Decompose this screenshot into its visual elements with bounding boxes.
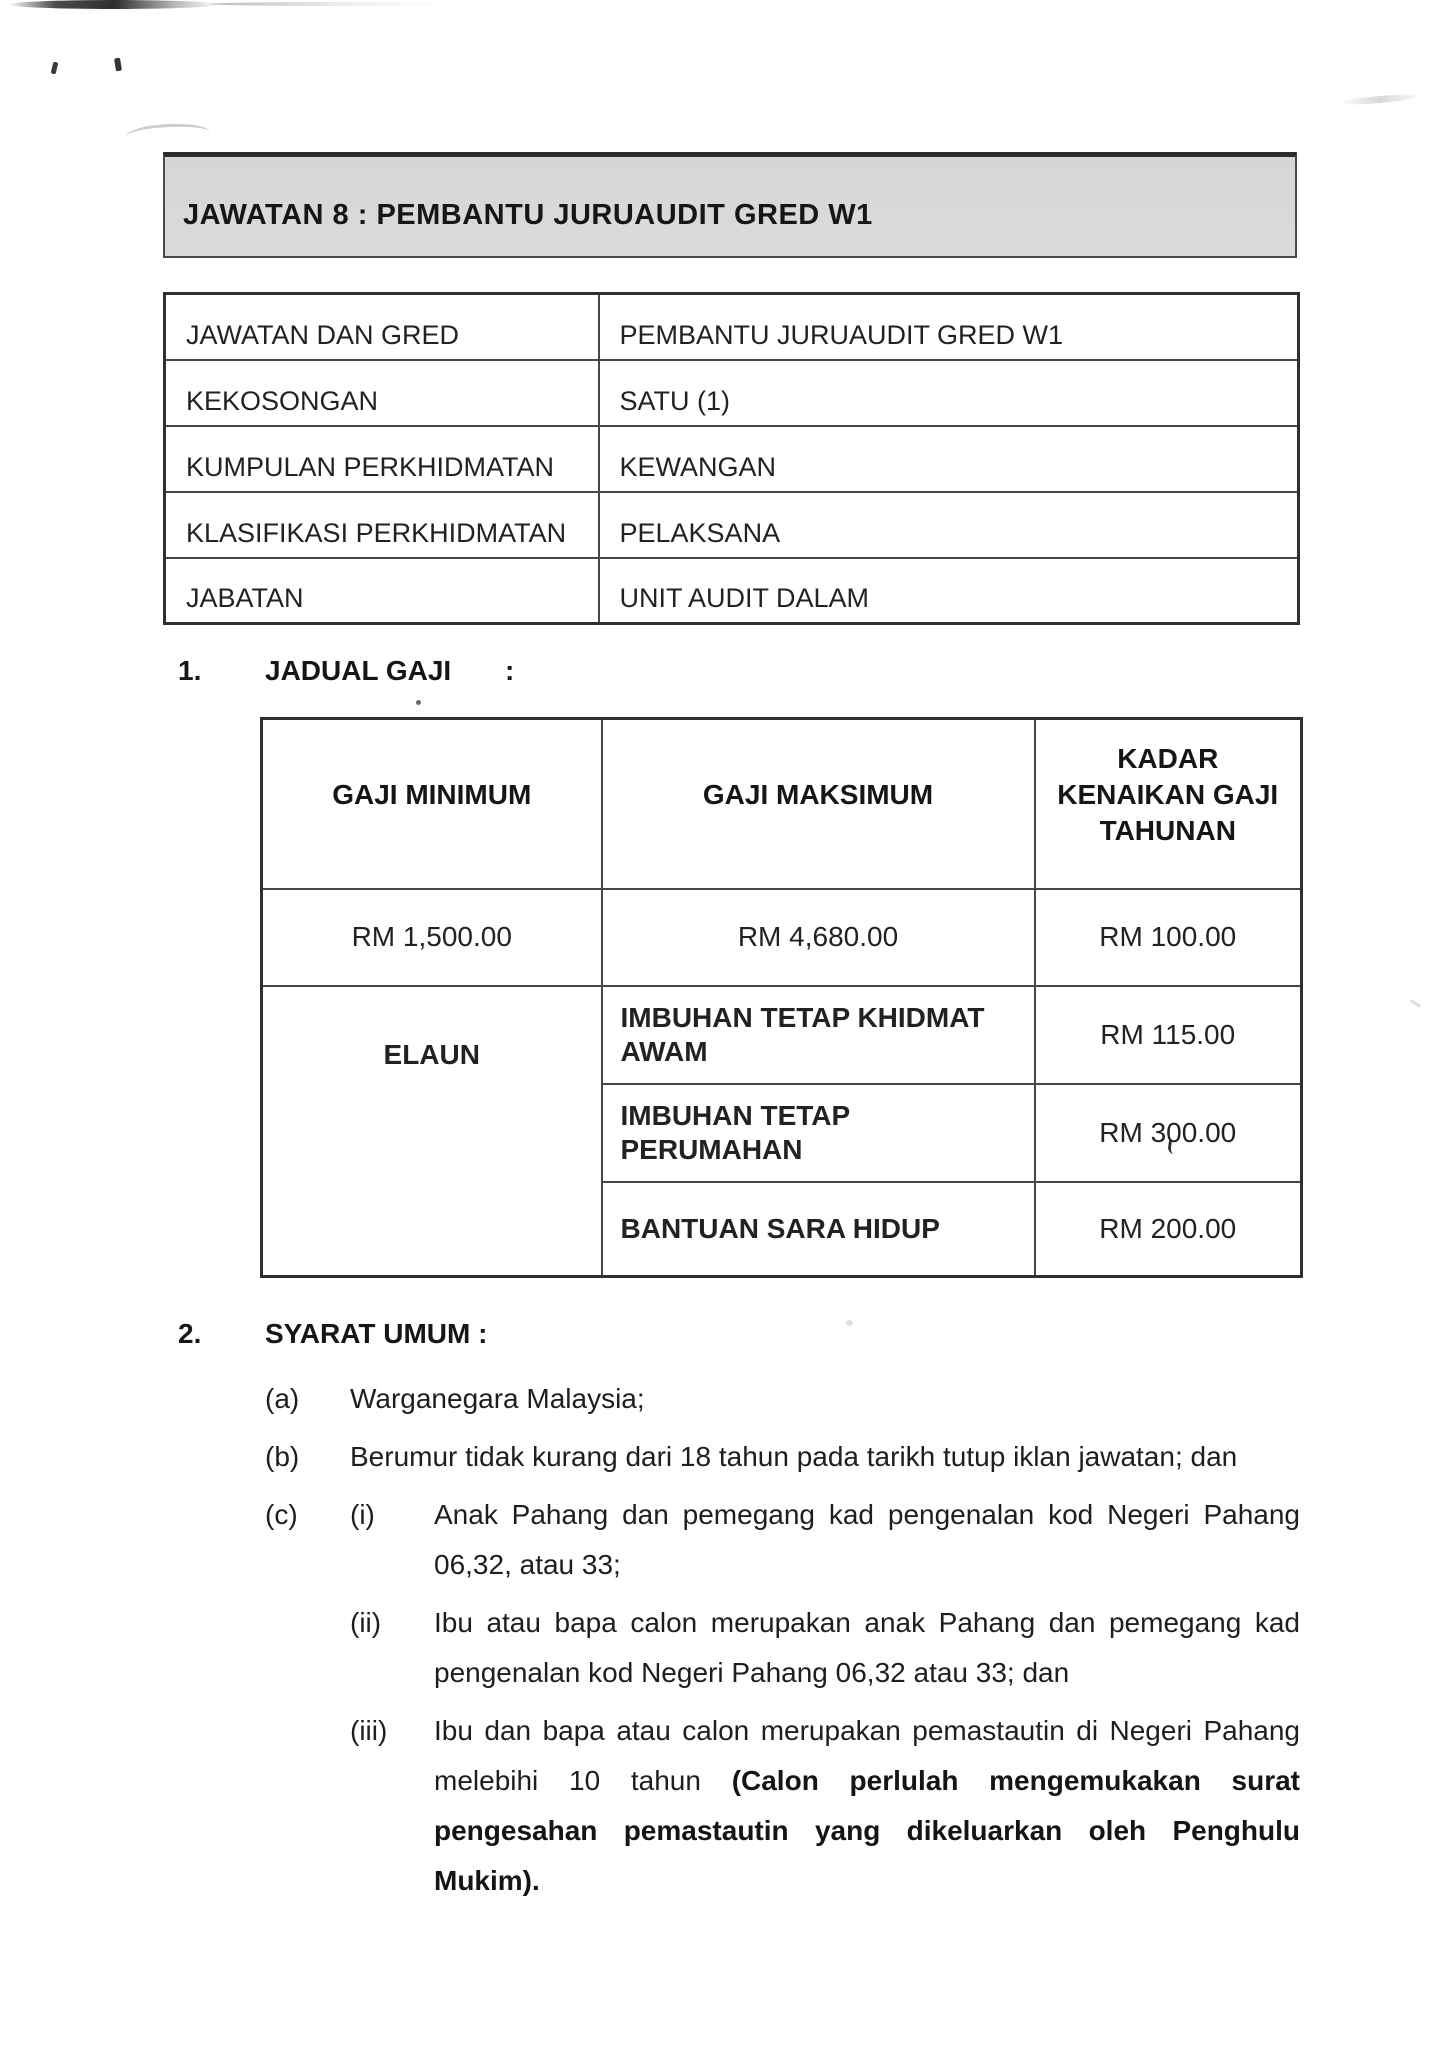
allowance-name: BANTUAN SARA HIDUP	[602, 1182, 1035, 1277]
item-text: Ibu dan bapa atau calon merupakan pemastautin di Negeri Pahang	[434, 1715, 1300, 1746]
job-title-bar	[163, 152, 1297, 258]
info-label: JAWATAN DAN GRED	[165, 294, 599, 360]
table-row	[165, 492, 1299, 558]
info-label: KUMPULAN PERKHIDMATAN	[165, 426, 599, 492]
job-info-table	[163, 292, 1300, 625]
allowance-amount: RM 115.00	[1035, 986, 1302, 1084]
scan-pencil-mark-artifact	[125, 121, 210, 148]
item-marker: (a)	[265, 1383, 300, 1414]
allowance-amount: RM 300.00	[1035, 1084, 1302, 1182]
job-title-text: JAWATAN 8 : PEMBANTU JURUAUDIT GRED W1	[183, 199, 873, 231]
header-gaji-maksimum: GAJI MAKSIMUM	[602, 719, 1035, 889]
item-text: Warganegara Malaysia;	[350, 1383, 645, 1414]
list-item-a	[265, 1374, 1300, 1424]
value-gaji-maksimum: RM 4,680.00	[602, 889, 1035, 986]
section1-colon: :	[505, 655, 515, 686]
table-row	[262, 986, 1302, 1084]
item-text: Ibu atau bapa calon merupakan anak Pahang dan pemegang kad	[434, 1607, 1300, 1638]
table-row	[165, 426, 1299, 492]
item-text: Anak Pahang dan pemegang kad pengenalan kod Negeri Pahang	[434, 1499, 1300, 1530]
value-gaji-minimum: RM 1,500.00	[262, 889, 602, 986]
section1-number: 1.	[178, 655, 202, 686]
scan-smudge-tail-artifact	[210, 2, 450, 6]
scan-tick-artifact	[114, 58, 122, 72]
item-submarker: (ii)	[350, 1607, 382, 1638]
scan-edge-mark-artifact	[1410, 999, 1421, 1007]
value-kadar: RM 100.00	[1035, 889, 1302, 986]
table-row	[262, 719, 1302, 889]
allowance-amount: RM 200.00	[1035, 1182, 1302, 1277]
scan-streak-artifact	[1338, 92, 1422, 106]
list-item-b	[265, 1432, 1300, 1482]
section1-title: JADUAL GAJI	[265, 655, 452, 686]
general-conditions-list	[265, 1374, 1300, 1914]
list-item-c-i	[265, 1490, 1300, 1590]
table-row	[165, 294, 1299, 360]
scan-smudge-artifact	[8, 0, 220, 9]
item-submarker: (iii)	[350, 1715, 388, 1746]
item-text: melebihi 10 tahun (Calon perlulah mengemukakan surat	[434, 1765, 1300, 1796]
info-value: PELAKSANA	[599, 492, 1299, 558]
section2-number: 2.	[178, 1318, 202, 1349]
item-text: Mukim).	[434, 1865, 540, 1896]
allowance-name: IMBUHAN TETAP PERUMAHAN	[602, 1084, 1035, 1182]
item-text: pengenalan kod Negeri Pahang 06,32 atau 33; dan	[434, 1657, 1070, 1688]
info-value: UNIT AUDIT DALAM	[599, 558, 1299, 624]
info-label: KEKOSONGAN	[165, 360, 599, 426]
item-text: Berumur tidak kurang dari 18 tahun pada tarikh tutup iklan jawatan; dan	[350, 1441, 1238, 1472]
section2-title: SYARAT UMUM :	[265, 1318, 488, 1349]
item-submarker: (i)	[350, 1499, 375, 1530]
item-text: 06,32, atau 33;	[434, 1549, 621, 1580]
table-row	[262, 889, 1302, 986]
info-label: KLASIFIKASI PERKHIDMATAN	[165, 492, 599, 558]
info-value: PEMBANTU JURUAUDIT GRED W1	[599, 294, 1299, 360]
info-value: KEWANGAN	[599, 426, 1299, 492]
elaun-label-cell: ELAUN	[262, 986, 602, 1277]
table-row	[165, 360, 1299, 426]
allowance-name: IMBUHAN TETAP KHIDMAT AWAM	[602, 986, 1035, 1084]
list-item-c-iii	[265, 1706, 1300, 1906]
header-kadar-kenaikan: KADAR KENAIKAN GAJI TAHUNAN	[1035, 719, 1302, 889]
item-marker: (b)	[265, 1441, 300, 1472]
table-row	[165, 558, 1299, 624]
scan-tick-artifact	[51, 62, 59, 75]
salary-table	[260, 717, 1303, 1278]
info-value: SATU (1)	[599, 360, 1299, 426]
info-label: JABATAN	[165, 558, 599, 624]
scan-speck-artifact	[846, 1320, 853, 1326]
item-marker: (c)	[265, 1499, 298, 1530]
list-item-c-ii	[265, 1598, 1300, 1698]
header-gaji-minimum: GAJI MINIMUM	[262, 719, 602, 889]
scan-dot-artifact	[416, 700, 421, 705]
item-text: pengesahan pemastautin yang dikeluarkan oleh Penghulu	[434, 1815, 1300, 1846]
